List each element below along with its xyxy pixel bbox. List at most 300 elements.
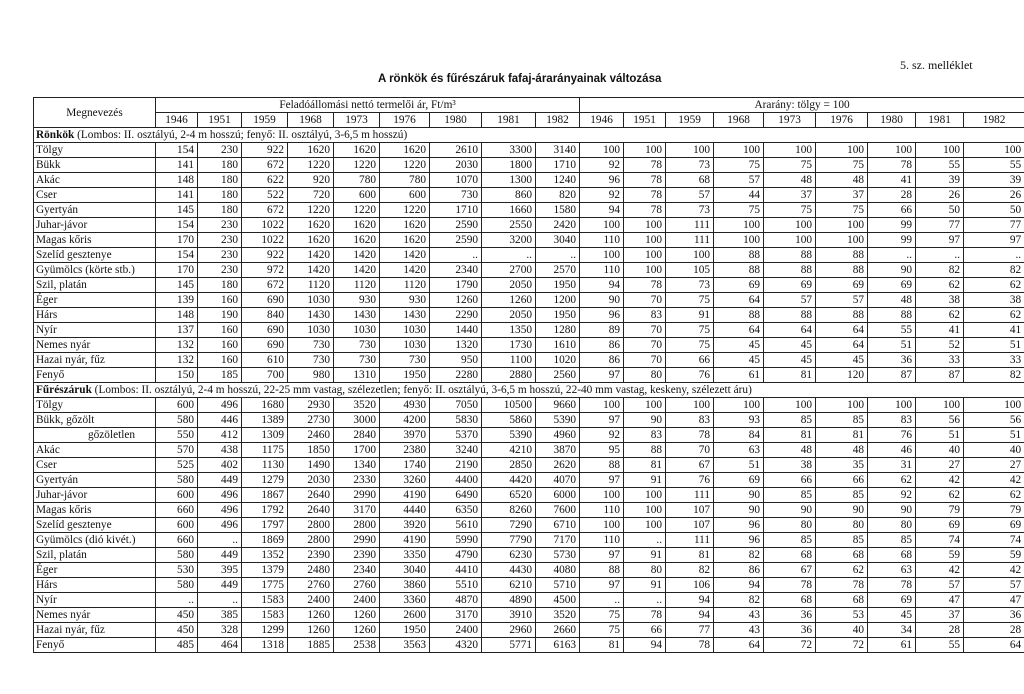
ratio-cell: 75 [666, 338, 714, 353]
ratio-cell: 64 [816, 338, 868, 353]
species-name: Szelíd gesztenye [34, 518, 156, 533]
price-cell: 2280 [430, 368, 482, 383]
price-cell: 4070 [536, 473, 580, 488]
ratio-cell: 55 [916, 638, 964, 653]
year-header-price: 1980 [430, 113, 482, 128]
ratio-cell: 59 [916, 548, 964, 563]
price-cell: 154 [156, 218, 198, 233]
price-cell: 1389 [242, 413, 288, 428]
ratio-cell: 86 [580, 353, 624, 368]
table-row [34, 563, 1024, 578]
price-cell: 1440 [430, 323, 482, 338]
ratio-cell: 77 [666, 623, 714, 638]
ratio-cell: 38 [916, 293, 964, 308]
ratio-cell: 51 [714, 458, 764, 473]
price-cell: 2390 [334, 548, 380, 563]
price-cell: 170 [156, 263, 198, 278]
price-cell: 449 [198, 578, 242, 593]
price-cell: 930 [334, 293, 380, 308]
ratio-cell: 78 [868, 158, 916, 173]
ratio-cell: 69 [764, 278, 816, 293]
ratio-cell: 69 [916, 518, 964, 533]
ratio-cell: 77 [916, 218, 964, 233]
ratio-cell: 68 [868, 548, 916, 563]
price-cell: 485 [156, 638, 198, 653]
price-cell: 2800 [334, 518, 380, 533]
ratio-cell: 42 [916, 473, 964, 488]
ratio-cell: 88 [714, 248, 764, 263]
table-row [34, 263, 1024, 278]
price-cell: 1350 [482, 323, 536, 338]
price-cell: 137 [156, 323, 198, 338]
price-cell: 922 [242, 143, 288, 158]
price-cell: 1430 [380, 308, 430, 323]
ratio-cell: 69 [964, 518, 1024, 533]
price-cell: 2030 [288, 473, 334, 488]
year-header-ratio: 1959 [666, 113, 714, 128]
ratio-cell: 100 [714, 233, 764, 248]
price-cell: 3520 [536, 608, 580, 623]
ratio-cell: 88 [764, 248, 816, 263]
ratio-cell: 95 [580, 443, 624, 458]
ratio-cell: 84 [714, 428, 764, 443]
ratio-cell: 100 [916, 143, 964, 158]
ratio-cell: 90 [816, 503, 868, 518]
ratio-cell: 90 [868, 503, 916, 518]
price-cell: 1379 [242, 563, 288, 578]
ratio-cell: 96 [580, 308, 624, 323]
ratio-cell: 27 [964, 458, 1024, 473]
price-cell: 1030 [334, 323, 380, 338]
ratio-cell: 72 [816, 638, 868, 653]
ratio-cell: 94 [624, 638, 666, 653]
ratio-cell: 70 [624, 323, 666, 338]
price-cell: 6350 [430, 503, 482, 518]
price-cell: 1950 [536, 278, 580, 293]
ratio-cell: 39 [964, 173, 1024, 188]
ratio-cell: 45 [714, 338, 764, 353]
ratio-cell: 36 [964, 608, 1024, 623]
price-cell: 1130 [242, 458, 288, 473]
table-row [34, 503, 1024, 518]
price-cell: 2330 [334, 473, 380, 488]
table-row [34, 158, 1024, 173]
ratio-cell: 74 [916, 533, 964, 548]
price-cell: 610 [242, 353, 288, 368]
price-cell: 464 [198, 638, 242, 653]
group-header-prices: Feladóállomási nettó termelői ár, Ft/m³ [156, 98, 580, 113]
price-cell: 1775 [242, 578, 288, 593]
price-cell: 672 [242, 278, 288, 293]
price-cell: 230 [198, 263, 242, 278]
price-cell: 1660 [482, 203, 536, 218]
price-cell: 1950 [536, 308, 580, 323]
price-cell: 980 [288, 368, 334, 383]
species-name: Juhar-jávor [34, 218, 156, 233]
ratio-cell: 34 [868, 623, 916, 638]
price-cell: 1120 [334, 278, 380, 293]
ratio-cell: 36 [764, 608, 816, 623]
ratio-cell: 86 [580, 338, 624, 353]
species-name: Éger [34, 563, 156, 578]
price-cell: 1300 [482, 173, 536, 188]
price-cell: 2660 [536, 623, 580, 638]
price-cell: 1710 [536, 158, 580, 173]
price-cell: 1299 [242, 623, 288, 638]
ratio-cell: 110 [580, 233, 624, 248]
ratio-cell: 31 [868, 458, 916, 473]
ratio-cell: 100 [816, 398, 868, 413]
ratio-cell: 85 [868, 533, 916, 548]
price-cell: 1420 [288, 263, 334, 278]
price-cell: 10500 [482, 398, 536, 413]
price-cell: 230 [198, 218, 242, 233]
table-row [34, 488, 1024, 503]
price-cell: 139 [156, 293, 198, 308]
price-cell: 600 [156, 488, 198, 503]
ratio-cell: 51 [916, 428, 964, 443]
price-cell: 660 [156, 503, 198, 518]
price-cell: 180 [198, 188, 242, 203]
ratio-cell: 74 [964, 533, 1024, 548]
year-header-price: 1968 [288, 113, 334, 128]
price-cell: 1490 [288, 458, 334, 473]
ratio-cell: 46 [868, 443, 916, 458]
ratio-cell: 56 [964, 413, 1024, 428]
ratio-cell: 80 [624, 368, 666, 383]
ratio-cell: 33 [964, 353, 1024, 368]
ratio-cell: 44 [714, 188, 764, 203]
species-name: Hazai nyár, fűz [34, 623, 156, 638]
species-name: Hárs [34, 578, 156, 593]
price-cell: 5710 [536, 578, 580, 593]
price-cell: 7600 [536, 503, 580, 518]
ratio-cell: 91 [624, 548, 666, 563]
price-cell: 185 [198, 368, 242, 383]
ratio-cell: 45 [714, 353, 764, 368]
ratio-cell: 75 [816, 158, 868, 173]
price-cell: 1352 [242, 548, 288, 563]
price-cell: 4890 [482, 593, 536, 608]
ratio-cell: 64 [764, 323, 816, 338]
ratio-cell: 100 [580, 248, 624, 263]
price-cell: 449 [198, 473, 242, 488]
price-cell: 690 [242, 323, 288, 338]
species-name: Nemes nyár [34, 608, 156, 623]
ratio-cell: 78 [666, 638, 714, 653]
price-cell: 5390 [482, 428, 536, 443]
ratio-cell: 50 [964, 203, 1024, 218]
price-cell: 1792 [242, 503, 288, 518]
ratio-cell: 100 [580, 143, 624, 158]
ratio-cell: 100 [624, 263, 666, 278]
price-cell: 2590 [430, 218, 482, 233]
price-cell: 8260 [482, 503, 536, 518]
ratio-cell: 75 [666, 323, 714, 338]
ratio-cell: 78 [624, 188, 666, 203]
ratio-cell: 97 [580, 368, 624, 383]
price-cell: 230 [198, 233, 242, 248]
price-cell: 720 [288, 188, 334, 203]
ratio-cell: 100 [964, 143, 1024, 158]
price-cell: 4870 [430, 593, 482, 608]
price-cell: 180 [198, 203, 242, 218]
price-cell: 2640 [288, 503, 334, 518]
price-cell: 1022 [242, 233, 288, 248]
price-cell: 600 [156, 398, 198, 413]
price-cell: 2340 [430, 263, 482, 278]
ratio-cell: 75 [816, 203, 868, 218]
year-header-price: 1951 [198, 113, 242, 128]
year-header-price: 1981 [482, 113, 536, 128]
price-cell: 2290 [430, 308, 482, 323]
ratio-cell: 26 [916, 188, 964, 203]
ratio-cell: 100 [624, 218, 666, 233]
price-cell: 1175 [242, 443, 288, 458]
price-cell: 1790 [430, 278, 482, 293]
price-cell: 4790 [430, 548, 482, 563]
ratio-cell: 43 [714, 623, 764, 638]
ratio-cell: 92 [868, 488, 916, 503]
ratio-cell: 94 [714, 578, 764, 593]
ratio-cell: 100 [868, 398, 916, 413]
ratio-cell: 42 [964, 563, 1024, 578]
ratio-cell: 55 [916, 158, 964, 173]
ratio-cell: 100 [580, 218, 624, 233]
price-cell: 2590 [430, 233, 482, 248]
price-cell: 672 [242, 203, 288, 218]
price-cell: 580 [156, 473, 198, 488]
species-name: Éger [34, 293, 156, 308]
ratio-cell: 69 [816, 278, 868, 293]
ratio-cell: .. [624, 593, 666, 608]
price-cell: 1020 [536, 353, 580, 368]
ratio-cell: 36 [764, 623, 816, 638]
ratio-cell: 100 [624, 503, 666, 518]
ratio-cell: 63 [868, 563, 916, 578]
price-cell: 1309 [242, 428, 288, 443]
price-cell: 4420 [482, 473, 536, 488]
price-cell: 1260 [430, 293, 482, 308]
ratio-cell: 78 [624, 158, 666, 173]
ratio-cell: 28 [964, 623, 1024, 638]
ratio-cell: 68 [816, 593, 868, 608]
ratio-cell: 110 [580, 533, 624, 548]
price-cell: 1120 [288, 278, 334, 293]
price-cell: 1850 [288, 443, 334, 458]
price-cell: 6490 [430, 488, 482, 503]
ratio-cell: 93 [714, 413, 764, 428]
price-cell: 3200 [482, 233, 536, 248]
ratio-cell: 75 [714, 203, 764, 218]
price-cell: 2610 [430, 143, 482, 158]
ratio-cell: 40 [964, 443, 1024, 458]
ratio-cell: 51 [964, 428, 1024, 443]
table-row [34, 473, 1024, 488]
price-cell: 3920 [380, 518, 430, 533]
price-cell: 2190 [430, 458, 482, 473]
species-name: Szelíd gesztenye [34, 248, 156, 263]
price-cell: 1620 [288, 218, 334, 233]
species-name: Nyír [34, 323, 156, 338]
group-header-ratios: Ararány: tölgy = 100 [580, 98, 1024, 113]
ratio-cell: 75 [580, 623, 624, 638]
price-cell: 402 [198, 458, 242, 473]
section-heading-spec: (Lombos: II. osztályú, 2-4 m hosszú; fenyő: II. osztályú, 3-6,5 m hosszú) [74, 129, 408, 141]
ratio-cell: 69 [868, 593, 916, 608]
table-row [34, 638, 1024, 653]
price-cell: 2390 [288, 548, 334, 563]
ratio-cell: 100 [580, 398, 624, 413]
ratio-cell: .. [916, 248, 964, 263]
price-cell: 1420 [288, 248, 334, 263]
ratio-cell: 69 [868, 278, 916, 293]
ratio-cell: 59 [964, 548, 1024, 563]
ratio-cell: 51 [868, 338, 916, 353]
ratio-cell: 75 [580, 608, 624, 623]
ratio-cell: 28 [916, 623, 964, 638]
ratio-cell: 79 [964, 503, 1024, 518]
price-cell: 780 [334, 173, 380, 188]
ratio-cell: 76 [666, 473, 714, 488]
ratio-cell: 83 [624, 308, 666, 323]
price-cell: 2460 [288, 428, 334, 443]
ratio-cell: 100 [916, 398, 964, 413]
price-cell: 1240 [536, 173, 580, 188]
price-cell: 1610 [536, 338, 580, 353]
price-cell: 1279 [242, 473, 288, 488]
ratio-cell: 94 [580, 278, 624, 293]
ratio-cell: 100 [816, 218, 868, 233]
price-cell: 1730 [482, 338, 536, 353]
price-cell: 3520 [334, 398, 380, 413]
table-row [34, 188, 1024, 203]
price-cell: 2420 [536, 218, 580, 233]
price-cell: 4320 [430, 638, 482, 653]
ratio-cell: 57 [964, 578, 1024, 593]
ratio-cell: 81 [580, 638, 624, 653]
price-cell: 1620 [288, 233, 334, 248]
ratio-cell: 48 [764, 173, 816, 188]
ratio-cell: 100 [624, 488, 666, 503]
ratio-cell: 91 [666, 308, 714, 323]
year-header-price: 1973 [334, 113, 380, 128]
ratio-cell: 78 [624, 173, 666, 188]
table-row [34, 518, 1024, 533]
ratio-cell: 78 [624, 278, 666, 293]
price-cell: 132 [156, 338, 198, 353]
ratio-cell: 42 [964, 473, 1024, 488]
ratio-cell: 107 [666, 518, 714, 533]
price-cell: 160 [198, 353, 242, 368]
ratio-cell: 62 [964, 308, 1024, 323]
price-cell: 1220 [288, 203, 334, 218]
ratio-cell: 100 [816, 233, 868, 248]
ratio-cell: 72 [764, 638, 816, 653]
price-cell: 3040 [380, 563, 430, 578]
ratio-cell: 55 [868, 323, 916, 338]
price-cell: 446 [198, 413, 242, 428]
price-cell: 141 [156, 158, 198, 173]
price-cell: 6710 [536, 518, 580, 533]
price-cell: 2800 [288, 533, 334, 548]
price-cell: 2640 [288, 488, 334, 503]
species-name: Tölgy [34, 398, 156, 413]
price-cell: 580 [156, 413, 198, 428]
year-header-ratio: 1973 [764, 113, 816, 128]
price-cell: .. [482, 248, 536, 263]
ratio-cell: 111 [666, 488, 714, 503]
ratio-cell: 80 [868, 518, 916, 533]
ratio-cell: .. [624, 533, 666, 548]
price-cell: 4930 [380, 398, 430, 413]
ratio-cell: 88 [714, 263, 764, 278]
ratio-cell: 62 [868, 473, 916, 488]
ratio-cell: 62 [916, 278, 964, 293]
price-cell: 1280 [536, 323, 580, 338]
price-cell: 230 [198, 143, 242, 158]
price-cell: 438 [198, 443, 242, 458]
price-cell: 1700 [334, 443, 380, 458]
price-cell: 3360 [380, 593, 430, 608]
price-cell: 2760 [334, 578, 380, 593]
price-cell: 550 [156, 428, 198, 443]
species-name: Szil, platán [34, 278, 156, 293]
group-header-row [34, 98, 1024, 113]
ratio-cell: 45 [764, 338, 816, 353]
price-cell: 570 [156, 443, 198, 458]
species-name: Magas kőris [34, 503, 156, 518]
price-cell: 730 [430, 188, 482, 203]
price-cell: 4440 [380, 503, 430, 518]
species-name: Nemes nyár [34, 338, 156, 353]
table-row [34, 578, 1024, 593]
price-cell: 3170 [430, 608, 482, 623]
price-cell: 2730 [288, 413, 334, 428]
section-heading-title: Rönkök [36, 129, 75, 141]
price-cell: 1680 [242, 398, 288, 413]
species-name: Bükk [34, 158, 156, 173]
price-cell: 1740 [380, 458, 430, 473]
price-cell: 3040 [536, 233, 580, 248]
ratio-cell: 81 [764, 368, 816, 383]
ratio-cell: 48 [764, 443, 816, 458]
year-header-price: 1982 [536, 113, 580, 128]
price-cell: 6000 [536, 488, 580, 503]
ratio-cell: 50 [916, 203, 964, 218]
price-cell: 4960 [536, 428, 580, 443]
ratio-cell: 64 [714, 293, 764, 308]
price-cell: 2560 [536, 368, 580, 383]
price-cell: 160 [198, 293, 242, 308]
ratio-cell: 33 [916, 353, 964, 368]
ratio-cell: 48 [816, 173, 868, 188]
ratio-cell: 62 [916, 488, 964, 503]
ratio-cell: 70 [624, 293, 666, 308]
ratio-cell: 81 [816, 428, 868, 443]
ratio-cell: 86 [714, 563, 764, 578]
price-cell: 148 [156, 173, 198, 188]
ratio-cell: 78 [868, 578, 916, 593]
ratio-cell: 42 [916, 563, 964, 578]
price-cell: 180 [198, 158, 242, 173]
ratio-cell: 64 [816, 323, 868, 338]
ratio-cell: 67 [666, 458, 714, 473]
price-cell: 1583 [242, 608, 288, 623]
ratio-cell: 57 [816, 293, 868, 308]
price-cell: 730 [288, 353, 334, 368]
year-header-price: 1976 [380, 113, 430, 128]
